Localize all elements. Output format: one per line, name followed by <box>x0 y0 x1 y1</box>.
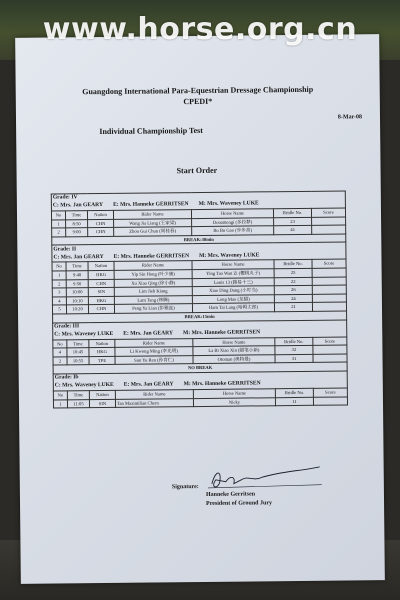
column-header-no: No <box>53 339 67 348</box>
judge-c: C: Mrs. Jan GEARY <box>53 253 104 261</box>
column-header-rider: Rider Name <box>115 389 193 398</box>
column-header-time: Time <box>65 211 87 220</box>
cell-nation: CHN <box>88 305 114 314</box>
cell-time: 10:20 <box>66 305 88 314</box>
cell-time: 10:10 <box>66 296 88 305</box>
cell-horse: Louis 13 (路易十三) <box>192 277 274 286</box>
judge-m: M: Mrs. Waveney LUKE <box>199 251 260 259</box>
cell-rider: Lim Jieh Kiang <box>114 287 192 296</box>
document-title: Guangdong International Para-Equestrian Dressage Championship <box>82 84 314 97</box>
judge-m: M: Mrs. Hanneke GERRITSEN <box>183 380 261 388</box>
column-header-score: Score <box>313 336 347 345</box>
cell-time: 10:00 <box>66 288 88 297</box>
cell-horse: La Bi Xiao Xin (蜡笔小新) <box>193 346 275 355</box>
cell-horse: Ying Tao Wan Zi (樱桃丸子) <box>192 269 274 278</box>
column-header-score: Score <box>313 388 347 397</box>
column-header-no: No <box>52 262 66 271</box>
break-label: BREAK:15min <box>53 311 347 323</box>
cell-score <box>313 345 347 354</box>
cell-no: 1 <box>52 219 66 228</box>
column-header-horse: Horse Name <box>191 209 273 218</box>
judge-m: M: Mrs. Hanneke GERRITSEN <box>183 329 261 336</box>
cell-nation: CHN <box>88 279 114 288</box>
cell-rider: Yip Sin Hong (叶少康) <box>114 270 192 279</box>
signature-label: Signature: <box>171 484 199 491</box>
handwritten-signature <box>202 465 322 492</box>
column-header-time: Time <box>66 262 88 271</box>
column-header-horse: Horse Name <box>193 389 275 398</box>
cell-horse: Xiao Ding Dang (小叮当) <box>192 286 274 295</box>
judge-c: C: Mrs. Waveney LUKE <box>54 382 114 389</box>
grade-label: Grade: IV <box>51 191 345 203</box>
cell-bridle: 32 <box>275 345 313 354</box>
document-sheet <box>15 34 385 584</box>
cell-time: 9:40 <box>66 271 88 280</box>
cell-bridle: 25 <box>274 268 312 277</box>
cell-bridle: 23 <box>274 217 312 226</box>
cell-nation: HKG <box>88 270 114 279</box>
cell-bridle: 41 <box>274 226 312 235</box>
judge-e: E: Mrs. Jan GEARY <box>123 330 174 337</box>
cell-rider: Sun Yu Ren (孙育仁) <box>115 355 193 364</box>
cell-bridle: 24 <box>274 294 312 303</box>
cell-score <box>313 396 347 405</box>
column-header-bridle: Bridle No. <box>274 260 312 269</box>
column-header-nation: Nation <box>87 210 113 219</box>
grade-label: Grade: II <box>52 242 346 254</box>
cell-nation: TPE <box>89 356 115 365</box>
cell-no: 2 <box>52 228 66 237</box>
column-header-no: No <box>51 211 65 220</box>
column-header-nation: Nation <box>89 339 115 348</box>
column-header-bridle: Bridle No. <box>275 388 313 397</box>
column-header-time: Time <box>67 339 89 348</box>
cell-nation: SIN <box>89 399 115 408</box>
cell-no: 3 <box>52 288 66 297</box>
cell-bridle: 21 <box>274 303 312 312</box>
judge-e: E: Mrs. Hanneke GERRITSEN <box>113 201 189 209</box>
column-header-bridle: Bridle No. <box>273 208 311 217</box>
column-header-horse: Horse Name <box>193 337 275 346</box>
cell-time: 9:50 <box>66 279 88 288</box>
cell-rider: Li Kwong Ming (李光明) <box>115 347 193 356</box>
column-header-score: Score <box>312 259 346 268</box>
judge-c: C: Mrs. Jan GEARY <box>52 202 104 209</box>
column-header-bridle: Bridle No. <box>275 337 313 346</box>
cell-no: 1 <box>52 271 66 280</box>
cell-no: 1 <box>53 399 67 408</box>
cell-score <box>312 302 346 311</box>
cell-nation: HKG <box>88 296 114 305</box>
watermark: www.horse.org.cn <box>42 12 358 47</box>
judge-m: M: Mrs. Waveney LUKE <box>198 200 259 208</box>
cell-time: 11:05 <box>67 399 89 408</box>
cell-score <box>312 217 346 226</box>
cell-horse: Douamengi (多拉梦) <box>192 217 274 226</box>
cell-horse: Nicky <box>193 397 275 406</box>
cell-bridle: 22 <box>274 277 312 286</box>
cell-time: 8:50 <box>66 219 88 228</box>
cell-horse: Ham Tai Lang (哈姆太郎) <box>192 303 274 312</box>
document-date: 8-Mar-08 <box>337 114 363 121</box>
document-subtitle: CPEDI* <box>183 96 213 107</box>
cell-rider: Lam Tang (林腾) <box>114 295 192 304</box>
cell-no: 2 <box>52 279 66 288</box>
column-header-no: No <box>53 391 67 400</box>
column-header-rider: Rider Name <box>114 261 192 270</box>
column-header-rider: Rider Name <box>115 338 193 347</box>
cell-score <box>312 294 346 303</box>
cell-bridle: 11 <box>275 397 313 406</box>
column-header-nation: Nation <box>88 262 114 271</box>
column-header-time: Time <box>67 391 89 400</box>
cell-rider: Xu Xiao Qing (徐小静) <box>114 278 192 287</box>
start-order-table <box>51 190 348 408</box>
grade-label: Grade: Ib <box>53 371 347 383</box>
cell-no: 4 <box>52 297 66 306</box>
cell-bridle: 31 <box>275 354 313 363</box>
judge-e: E: Mrs. Hanneke GERRITSEN <box>113 252 190 260</box>
cell-rider: Peng Ya Lian (彭雅连) <box>114 304 192 313</box>
cell-score <box>312 268 346 277</box>
judge-e: E: Mrs. Jan GEARY <box>123 381 174 388</box>
cell-bridle: 26 <box>274 285 312 294</box>
cell-score <box>312 225 346 234</box>
grade-label: Grade: III <box>53 319 347 331</box>
break-label: BREAK:30min <box>52 234 346 246</box>
cell-nation: CHN <box>88 228 114 237</box>
cell-rider: Tan Maximilian Chern <box>115 398 193 407</box>
signer-role: President of Ground Jury <box>206 500 273 507</box>
column-header-nation: Nation <box>89 390 115 399</box>
cell-score <box>313 354 347 363</box>
cell-rider: Zhou Gui Chun (周桂春) <box>114 227 192 236</box>
column-header-rider: Rider Name <box>113 210 191 219</box>
cell-nation: CHN <box>88 219 114 228</box>
cell-time: 9:00 <box>66 228 88 237</box>
cell-rider: Wang Jia Liang (王家梁) <box>114 218 192 227</box>
judge-c: C: Mrs. Waveney LUKE <box>54 330 114 338</box>
cell-score <box>312 277 346 286</box>
cell-horse: Bu Bu Gao (步步高) <box>192 226 274 235</box>
cell-nation: HKG <box>89 348 115 357</box>
cell-no: 2 <box>53 357 67 366</box>
cell-no: 5 <box>52 305 66 314</box>
column-header-horse: Horse Name <box>192 260 274 269</box>
start-order-heading: Start Order <box>176 165 218 176</box>
signer-name: Hanneke Gerritsen <box>205 491 256 498</box>
cell-horse: Long Mao (龙猫) <box>192 294 274 303</box>
cell-no: 4 <box>53 348 67 357</box>
cell-horse: Otoman (奥特曼) <box>193 354 275 363</box>
cell-time: 10:45 <box>67 348 89 357</box>
break-label: NO BREAK <box>53 362 347 374</box>
cell-time: 10:55 <box>67 356 89 365</box>
test-heading: Individual Championship Test <box>99 125 203 137</box>
cell-score <box>312 285 346 294</box>
column-header-score: Score <box>311 208 345 217</box>
cell-nation: SIN <box>88 288 114 297</box>
